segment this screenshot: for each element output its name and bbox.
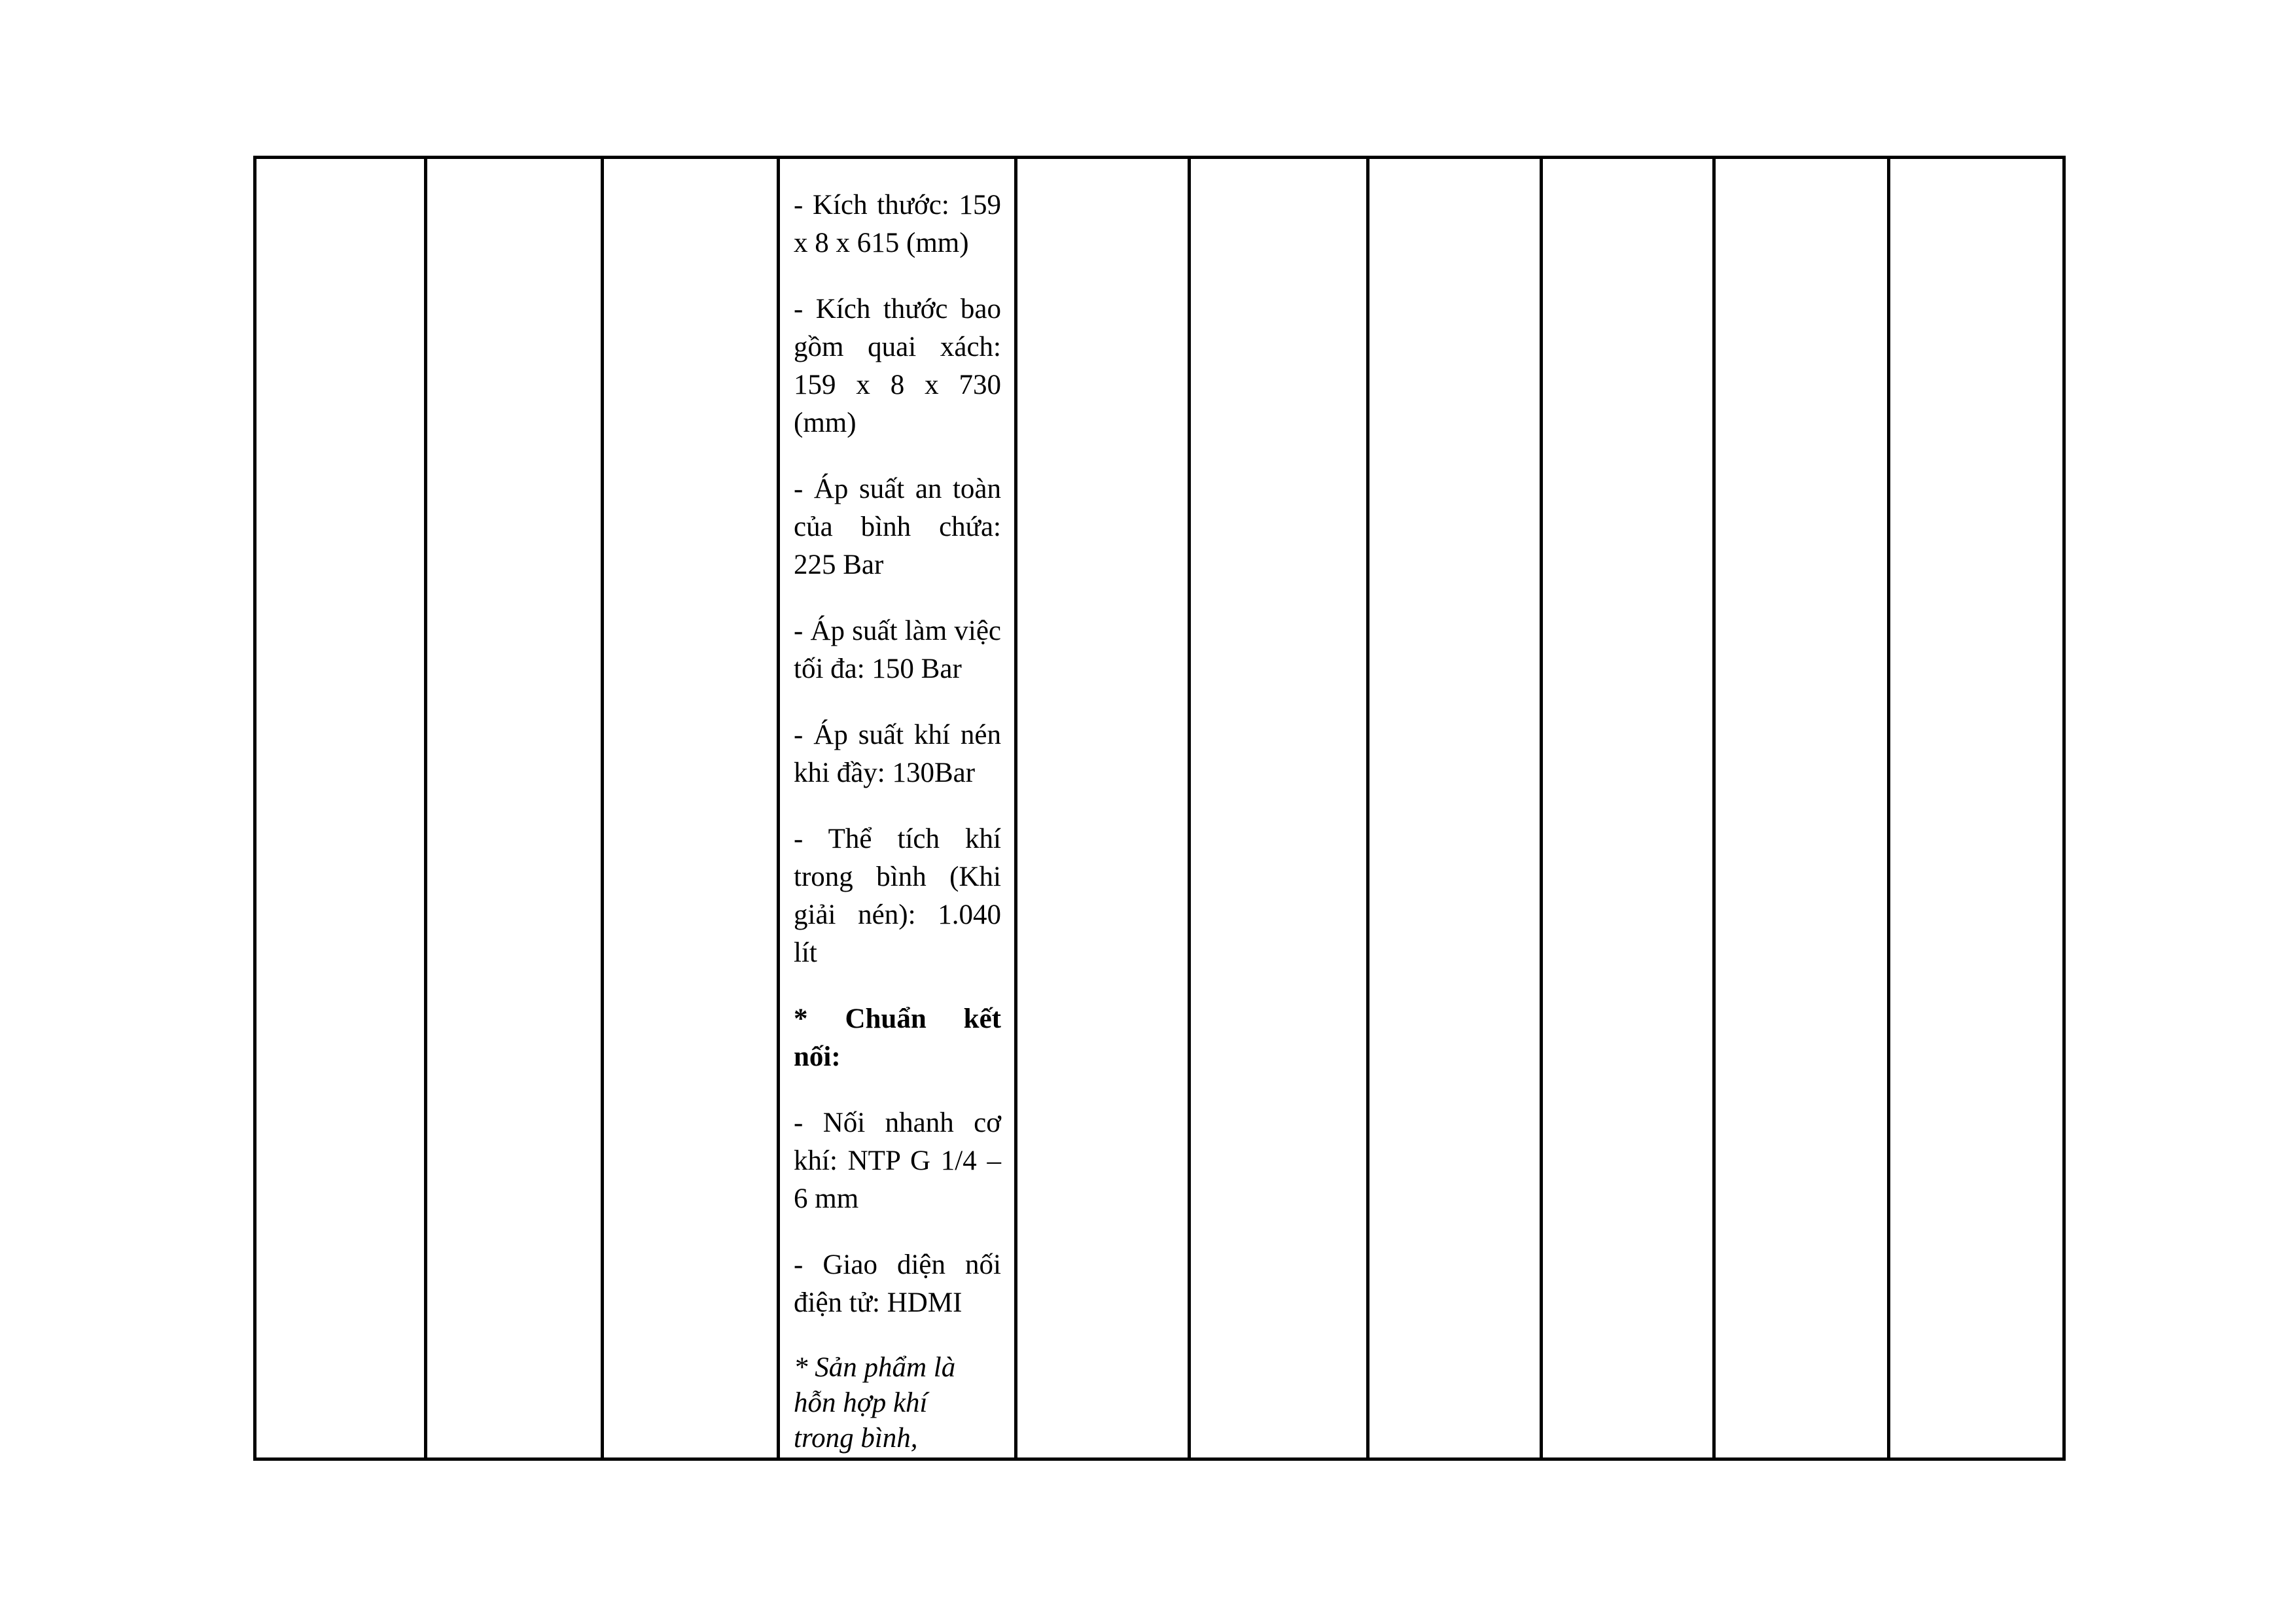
spec-line: - Thể tích khí (794, 824, 1001, 854)
spec-paragraph-gas-volume (794, 820, 1001, 972)
spec-line: nối: (794, 1041, 841, 1072)
spec-paragraph-dimensions (794, 186, 1001, 262)
spec-table (253, 156, 2066, 1461)
spec-line: - Kích thước bao (794, 294, 1001, 324)
spec-paragraph-connection-standard-heading (794, 1000, 1001, 1076)
table-cell-9 (1714, 158, 1889, 1459)
table-row (255, 158, 2064, 1459)
spec-line: điện tử: HDMI (794, 1287, 963, 1318)
table-cell-2 (426, 158, 603, 1459)
table-cell-1 (255, 158, 426, 1459)
spec-line: lít (794, 937, 817, 968)
spec-line: * Chuẩn kết (794, 1003, 1001, 1034)
table-cell-3 (603, 158, 779, 1459)
table-cell-7 (1368, 158, 1542, 1459)
spec-line: tối đa: 150 Bar (794, 654, 962, 684)
spec-paragraph-mechanical-connector (794, 1104, 1001, 1218)
spec-paragraph-product-note (794, 1350, 1001, 1456)
spec-paragraph-working-pressure (794, 612, 1001, 688)
spec-line: trong bình, (794, 1423, 918, 1454)
spec-line: - Kích thước: 159 (794, 190, 1001, 220)
table-cell-5 (1016, 158, 1190, 1459)
spec-line: của bình chứa: (794, 512, 1001, 542)
spec-line: - Áp suất khí nén (794, 720, 1001, 750)
table-cell-6 (1190, 158, 1368, 1459)
spec-line: - Giao diện nối (794, 1249, 1001, 1280)
spec-line: 6 mm (794, 1183, 859, 1214)
spec-line: x 8 x 615 (mm) (794, 228, 969, 258)
spec-line: gồm quai xách: (794, 332, 1001, 362)
table-cell-8 (1542, 158, 1714, 1459)
spec-line: giải nén): 1.040 (794, 899, 1001, 930)
spec-paragraph-electronic-interface (794, 1246, 1001, 1322)
spec-line: trong bình (Khi (794, 862, 1001, 892)
spec-line: khí: NTP G 1/4 – (794, 1145, 1001, 1176)
spec-cell-content (780, 159, 1014, 1457)
spec-line: 159 x 8 x 730 (794, 370, 1001, 400)
spec-line: 225 Bar (794, 550, 884, 580)
spec-paragraph-dimensions-with-handle (794, 290, 1001, 442)
spec-line: - Áp suất an toàn (794, 474, 1001, 504)
spec-line: - Nối nhanh cơ (794, 1108, 1001, 1138)
spec-cell (779, 158, 1016, 1459)
table-cell-10 (1889, 158, 2064, 1459)
spec-line: hỗn hợp khí (794, 1387, 928, 1418)
spec-paragraph-full-pressure (794, 716, 1001, 792)
spec-line: khi đầy: 130Bar (794, 758, 976, 788)
spec-line: - Áp suất làm việc (794, 616, 1001, 646)
spec-paragraph-safety-pressure (794, 470, 1001, 584)
spec-line: * Sản phẩm là (794, 1352, 956, 1383)
spec-line: (mm) (794, 408, 857, 438)
